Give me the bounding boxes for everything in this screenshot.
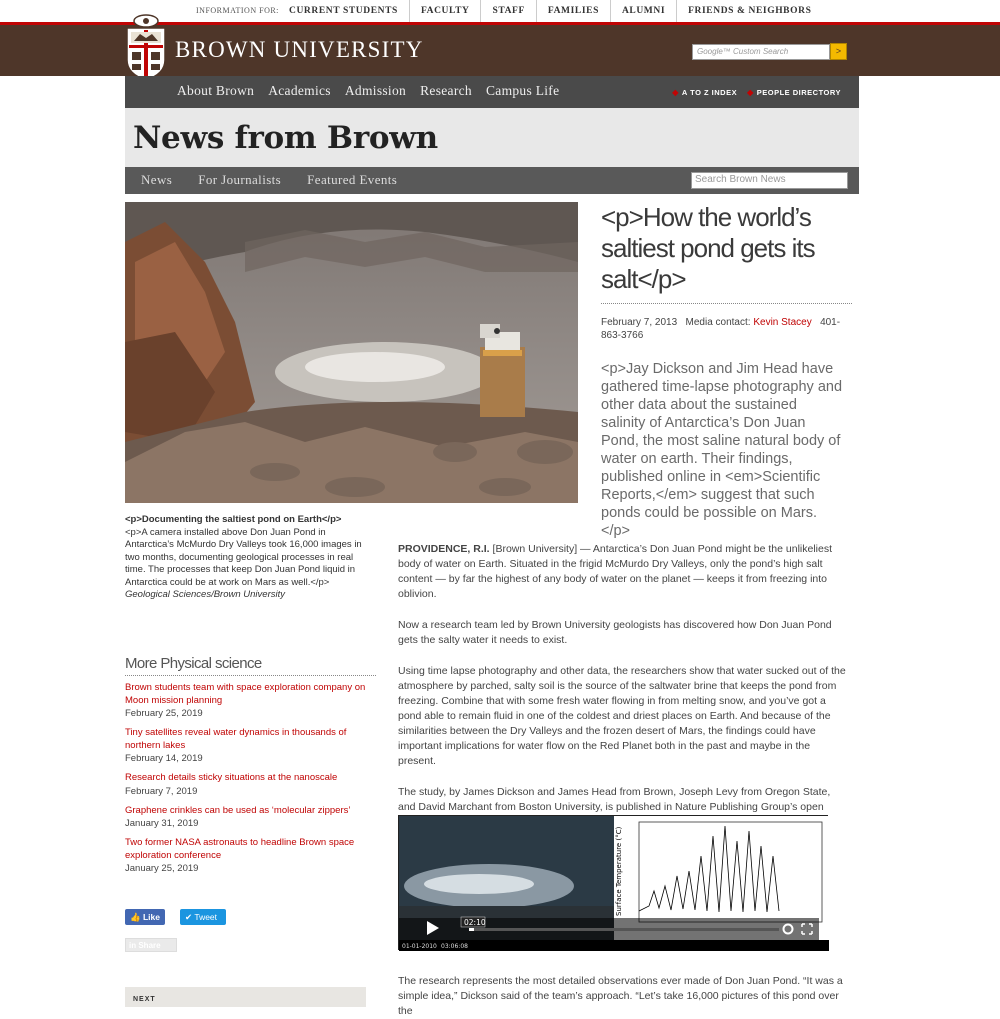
body-paragraph-1: PROVIDENCE, R.I. [Brown University] — Antarctica’s Don Juan Pond might be the unlikeliest body of water on Earth. Situated in the frigid McMurdo Dry Valleys, only the pond’s high salt content — by far the highest of any body of water on the planet — keeps it from freezing into oblivion. bbox=[398, 543, 833, 600]
related-story-date: January 25, 2019 bbox=[125, 863, 199, 874]
hero-photo bbox=[125, 202, 578, 503]
audience-link-friends-neighbors[interactable]: FRIENDS & NEIGHBORS bbox=[676, 0, 822, 22]
dateline: PROVIDENCE, R.I. bbox=[398, 543, 490, 555]
share-button[interactable]: in Share bbox=[125, 938, 177, 952]
next-box bbox=[125, 987, 366, 1007]
related-story-date: February 14, 2019 bbox=[125, 753, 203, 764]
related-story-date: February 25, 2019 bbox=[125, 708, 203, 719]
body-paragraph-4: The study, by James Dickson and James Head from Brown, Joseph Levy from Oregon State, and David Marchant from Boston University, is published in Nature Publishing Group’s open bbox=[398, 785, 846, 830]
time-tooltip: 02:10 bbox=[464, 918, 486, 927]
caption-text: <p>A camera installed above Don Juan Pond in Antarctica’s McMurdo Dry Valleys took 16,000 images in two months, documenting geological processes in real time. The processes that keep Don Juan Pond liquid in Antarctica could be at work on Mars as well.</p> bbox=[125, 526, 362, 588]
search-submit-button[interactable]: > bbox=[830, 43, 847, 60]
related-story-link[interactable]: Tiny satellites reveal water dynamics in thousands of northern lakes bbox=[125, 727, 347, 751]
body-paragraph-5: The research represents the most detailed observations ever made of Don Juan Pond. “It was a simple idea,” Dickson said of the team’s approach. “Let’s take 16,000 pictures of this pond over the bbox=[398, 975, 843, 1017]
google-brand: Google™ bbox=[697, 47, 731, 56]
list-item bbox=[125, 682, 376, 720]
linkedin-icon: in bbox=[129, 941, 137, 950]
related-story-date: February 7, 2019 bbox=[125, 785, 198, 797]
nav-research[interactable]: Research bbox=[420, 83, 472, 98]
video-player[interactable] bbox=[398, 815, 828, 950]
scrub-handle[interactable] bbox=[469, 928, 474, 931]
next-label: NEXT bbox=[133, 996, 156, 1003]
twitter-bird-icon: ✔ bbox=[185, 912, 193, 922]
body-paragraph-2: Now a research team led by Brown University geologists has discovered how Don Juan Pond gets the salty water it needs to exist. bbox=[398, 619, 832, 646]
related-story-link[interactable]: Two former NASA astronauts to headline Brown space exploration conference bbox=[125, 837, 355, 861]
nav-campus-life[interactable]: Campus Life bbox=[485, 83, 560, 98]
audience-link-families[interactable]: FAMILIES bbox=[536, 0, 610, 22]
more-title: More Physical science bbox=[125, 655, 376, 676]
site-title[interactable]: News from Brown bbox=[133, 120, 438, 156]
caption-credit: Geological Sciences/Brown University bbox=[125, 589, 285, 600]
article-dek: <p>Jay Dickson and Jim Head have gathered time-lapse photography and other data about the sustained salinity of Antarctica’s Don Juan Pond, the most saline natural body of water on earth. Their findings, published online in <em>Scientific Reports,</em> suggest that such ponds could be possible on Mars.</p> bbox=[601, 361, 843, 539]
related-story-link[interactable]: Research details sticky situations at the nanoscale bbox=[125, 772, 338, 783]
video-start-label: 01-01-2010 bbox=[402, 943, 437, 950]
audience-links bbox=[278, 0, 822, 22]
media-contact-label: Media contact: bbox=[685, 317, 751, 328]
related-story-link[interactable]: Graphene crinkles can be used as ‘molecular zippers’ bbox=[125, 804, 351, 816]
tweet-button[interactable]: ✔ Tweet bbox=[180, 909, 226, 925]
video-chart-ylabel: Surface Temperature (°C) bbox=[615, 826, 623, 916]
brown-shield-logo[interactable] bbox=[125, 14, 167, 80]
list-item bbox=[125, 837, 376, 875]
list-item bbox=[125, 727, 376, 765]
custom-search-input[interactable] bbox=[692, 44, 830, 60]
people-directory-link[interactable]: ◆ PEOPLE DIRECTORY bbox=[747, 87, 841, 97]
news-search-input[interactable]: Search Brown News bbox=[691, 172, 848, 189]
university-name[interactable]: BROWN UNIVERSITY bbox=[175, 37, 424, 62]
body-paragraph-3: Using time lapse photography and other data, the researchers show that water sucked out of the atmosphere by parched, salty soil is the source of the saltwater brine that keeps the pond from freezing. Combine that with some fresh water flowing in from melting snow, and you’ve got a pond able to remain fluid in one of the coldest and driest places on Earth. And because of the similarities between the Dry Valleys and the frozen desert of Mars, the findings could have important implications for water flow on the Red Planet both in the past and maybe in the present. bbox=[398, 665, 846, 767]
audience-link-alumni[interactable]: ALUMNI bbox=[610, 0, 676, 22]
bullet-icon: ◆ bbox=[747, 87, 754, 97]
nav-about-brown[interactable]: About Brown bbox=[177, 83, 255, 98]
audience-link-faculty[interactable]: FACULTY bbox=[409, 0, 481, 22]
a-to-z-index-link[interactable]: ◆ A TO Z INDEX bbox=[672, 87, 738, 97]
subnav-for-journalists[interactable]: For Journalists bbox=[198, 172, 282, 187]
media-contact-phone: 401-863-3766 bbox=[601, 317, 841, 341]
article-headline: <p>How the world’s saltiest pond gets its salt</p> bbox=[601, 202, 815, 294]
main-nav bbox=[125, 76, 859, 108]
site-title-bar bbox=[125, 108, 859, 167]
media-contact-link[interactable]: Kevin Stacey bbox=[753, 317, 812, 328]
article-body bbox=[398, 542, 846, 846]
list-item bbox=[125, 772, 376, 798]
related-story-date: January 31, 2019 bbox=[125, 818, 199, 829]
subnav-featured-events[interactable]: Featured Events bbox=[307, 172, 398, 187]
article-meta bbox=[601, 316, 841, 342]
social-buttons bbox=[125, 909, 226, 925]
related-story-link[interactable]: Brown students team with space exploration company on Moon mission planning bbox=[125, 682, 366, 706]
nav-academics[interactable]: Academics bbox=[268, 83, 331, 98]
list-item bbox=[125, 805, 376, 831]
video-end-label: 03:06:08 bbox=[441, 943, 468, 950]
facebook-like-button[interactable]: 👍 Like bbox=[125, 909, 165, 925]
headline-divider bbox=[601, 303, 852, 304]
nav-admission[interactable]: Admission bbox=[344, 83, 407, 98]
more-physical-science bbox=[125, 655, 376, 882]
bullet-icon: ◆ bbox=[672, 87, 679, 97]
audience-link-staff[interactable]: STAFF bbox=[480, 0, 535, 22]
audience-link-current-students[interactable]: CURRENT STUDENTS bbox=[289, 6, 398, 16]
photo-caption bbox=[125, 514, 365, 602]
sub-nav bbox=[125, 167, 859, 194]
article-date: February 7, 2013 bbox=[601, 317, 678, 328]
caption-title: <p>Documenting the saltiest pond on Earth</p> bbox=[125, 514, 342, 525]
custom-search-placeholder: Custom Search bbox=[733, 47, 789, 56]
thumbs-up-icon: 👍 bbox=[130, 912, 141, 922]
subnav-news[interactable]: News bbox=[141, 172, 173, 187]
audience-label: INFORMATION FOR: bbox=[196, 6, 279, 15]
